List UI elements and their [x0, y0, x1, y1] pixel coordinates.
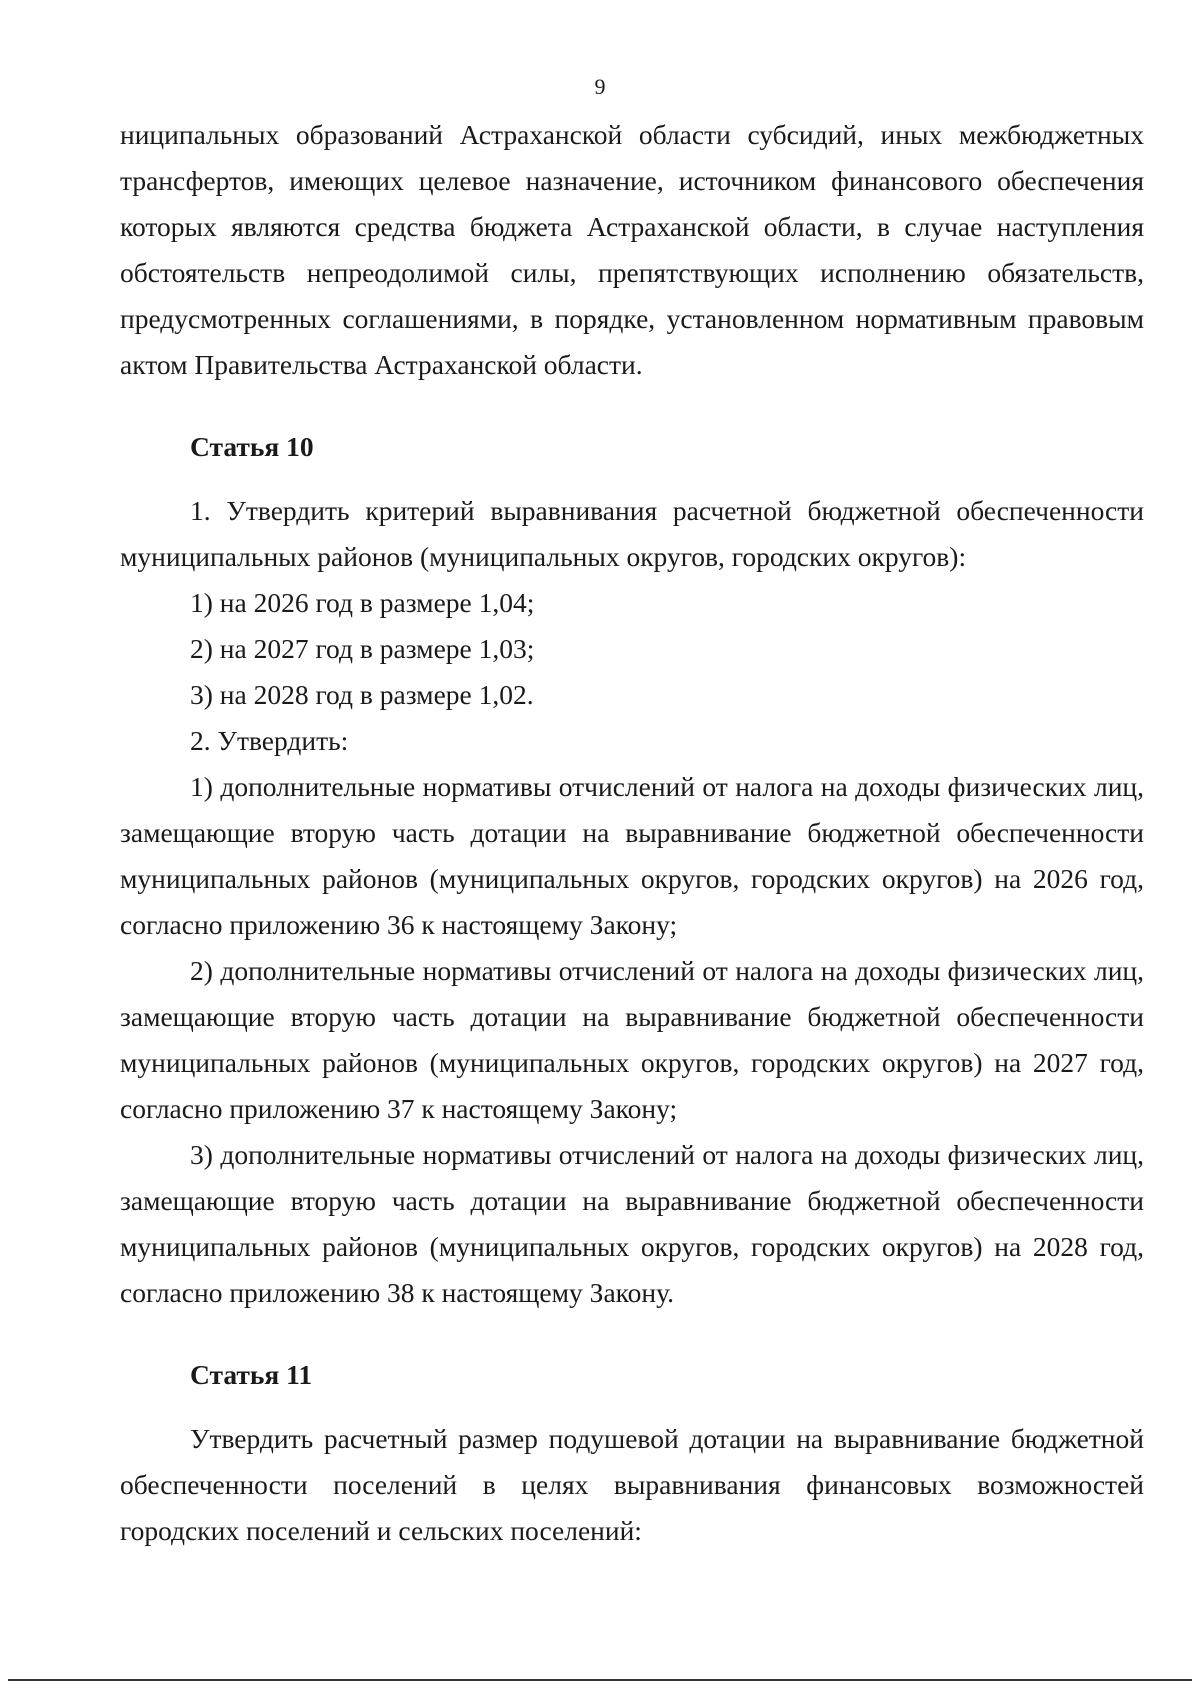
article-10-paragraph-1: 1. Утвердить критерий выравнивания расчетной бюджетной обеспеченности муниципальных районов (муниципальных округов, городских округов): — [120, 495, 1144, 572]
page-number: 9 — [594, 74, 606, 99]
page-bottom-divider — [8, 1679, 1192, 1681]
article-10-item-2: 2) на 2027 год в размере 1,03; — [190, 633, 535, 664]
article-11-paragraph-1: Утвердить расчетный размер подушевой дотации на выравнивание бюджетной обеспеченности поселений в целях выравнивания финансовых возможностей городских поселений и сельских поселений: — [120, 1423, 1144, 1546]
document-body — [120, 112, 1144, 1554]
article-10-paragraph-2: 2. Утвердить: — [190, 725, 349, 756]
paragraph-continuation: ниципальных образований Астраханской области субсидий, иных межбюджетных трансфертов, имеющих целевое назначение, источником финансового обеспечения которых являются средства бюджета Астраханской области, в случае наступления обстоятельств непреодолимой силы, препятствующих исполнению обязательств, предусмотренных соглашениями, в порядке, установленном нормативным правовым актом Правительства Астраханской области. — [120, 119, 1144, 380]
article-10-item-1: 1) на 2026 год в размере 1,04; — [190, 587, 535, 618]
article-10-heading: Статья 10 — [190, 431, 314, 462]
article-10-subitem-1: 1) дополнительные нормативы отчислений от налога на доходы физических лиц, замещающие вторую часть дотации на выравнивание бюджетной обеспеченности муниципальных районов (муниципальных округов, городских округов) на 2026 год, согласно приложению 36 к настоящему Закону; — [120, 771, 1144, 940]
article-11-heading: Статья 11 — [190, 1359, 313, 1390]
article-10-subitem-2: 2) дополнительные нормативы отчислений от налога на доходы физических лиц, замещающие вторую часть дотации на выравнивание бюджетной обеспеченности муниципальных районов (муниципальных округов, городских округов) на 2027 год, согласно приложению 37 к настоящему Закону; — [120, 955, 1144, 1124]
article-10-item-3: 3) на 2028 год в размере 1,02. — [190, 679, 534, 710]
article-10-subitem-3: 3) дополнительные нормативы отчислений от налога на доходы физических лиц, замещающие вторую часть дотации на выравнивание бюджетной обеспеченности муниципальных районов (муниципальных округов, городских округов) на 2028 год, согласно приложению 38 к настоящему Закону. — [120, 1139, 1144, 1308]
